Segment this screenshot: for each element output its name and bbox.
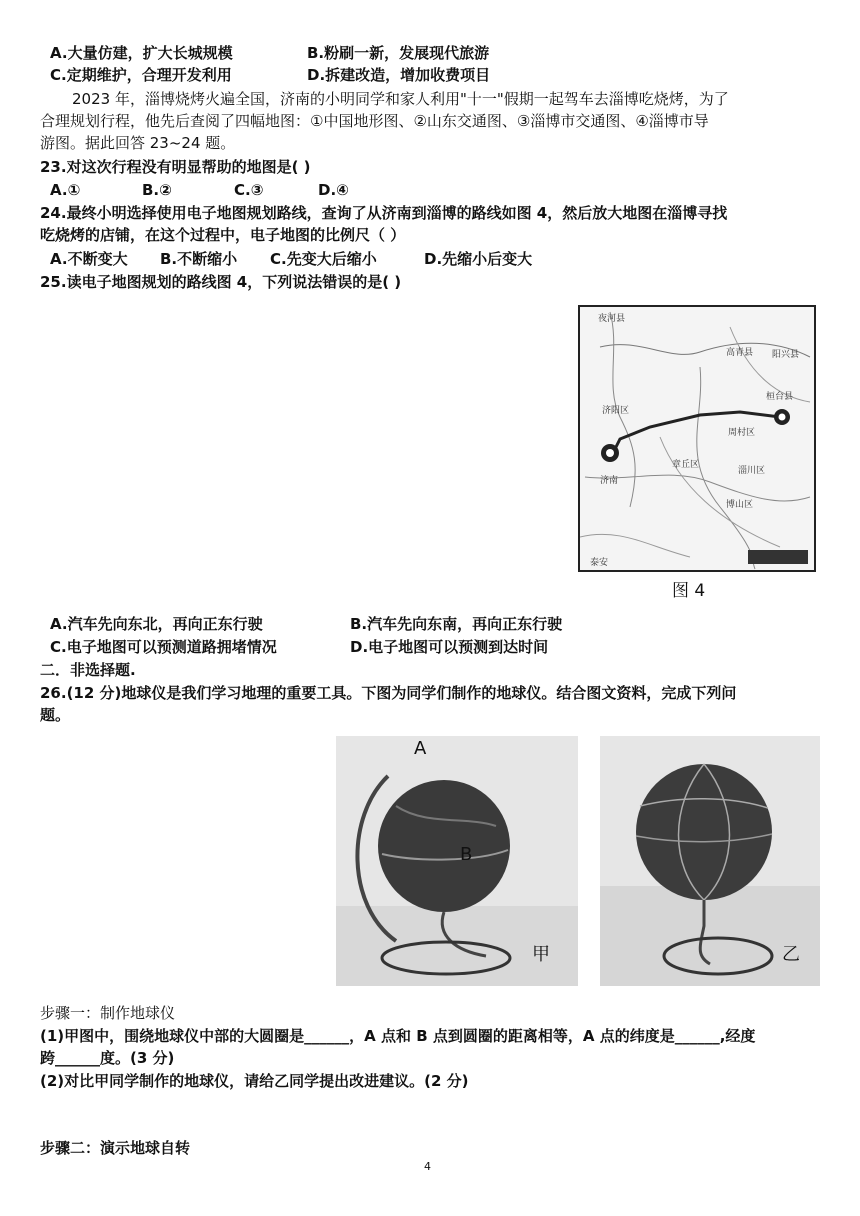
- map-label: 淄川区: [738, 466, 766, 476]
- q24-option-a: A.不断变大: [50, 250, 128, 268]
- map-label: 泰安: [590, 558, 609, 568]
- step-2-heading: 步骤二：演示地球自转: [40, 1139, 191, 1157]
- q22-option-c: C.定期维护，合理开发利用: [50, 66, 232, 84]
- q25-stem: 25.读电子地图规划的路线图 4，下列说法错误的是( ): [40, 273, 402, 291]
- intro-line-2: 合理规划行程，他先后查阅了四幅地图：①中国地形图、②山东交通图、③淄博市交通图、④淄博市导: [40, 112, 709, 130]
- q23-option-d: D.④: [318, 181, 349, 199]
- map-label: 高青县: [726, 348, 754, 358]
- map-label: 博山区: [726, 500, 754, 510]
- section-2-title: 二．非选择题.: [40, 661, 136, 679]
- photo-yi-label: 乙: [782, 944, 800, 965]
- q24-stem-line-2: 吃烧烤的店铺，在这个过程中，电子地图的比例尺（ ）: [40, 226, 406, 244]
- map-label: 夜河县: [598, 314, 626, 324]
- q25-option-c: C.电子地图可以预测道路拥堵情况: [50, 638, 277, 656]
- q22-option-b: B.粉刷一新，发展现代旅游: [307, 44, 490, 62]
- q24-option-b: B.不断缩小: [160, 250, 238, 268]
- q26-stem-line-1: 26.(12 分)地球仪是我们学习地理的重要工具。下图为同学们制作的地球仪。结合图文资料，完成下列问: [40, 684, 737, 702]
- q24-stem-line-1: 24.最终小明选择使用电子地图规划路线，查询了从济南到淄博的路线如图 4，然后放大地图在淄博寻找: [40, 204, 728, 222]
- route-map-figure: [578, 305, 816, 572]
- q26-sub2: (2)对比甲同学制作的地球仪，请给乙同学提出改进建议。(2 分): [40, 1072, 469, 1090]
- page-number: 4: [424, 1160, 431, 1173]
- photo-jia-label: 甲: [532, 944, 550, 965]
- globe-photo-yi: [600, 736, 820, 986]
- map-label: 济南: [600, 476, 619, 486]
- map-label: 周村区: [728, 428, 756, 438]
- q26-sub1-line-1: (1)甲图中，围绕地球仪中部的大圆圈是______，A 点和 B 点到圆圈的距离相等，A 点的纬度是______,经度: [40, 1027, 756, 1045]
- q25-option-a: A.汽车先向东北，再向正东行驶: [50, 615, 263, 633]
- point-b-label: B: [460, 844, 473, 865]
- q24-option-d: D.先缩小后变大: [424, 250, 533, 268]
- q25-option-d: D.电子地图可以预测到达时间: [350, 638, 549, 656]
- map-label: 阳兴县: [772, 350, 800, 360]
- map-scale-bar: [748, 550, 808, 564]
- q22-option-a: A.大量仿建，扩大长城规模: [50, 44, 233, 62]
- q23-option-a: A.①: [50, 181, 81, 199]
- intro-line-1: 2023 年，淄博烧烤火遍全国，济南的小明同学和家人利用"十一"假期一起驾车去淄博吃烧烤，为了: [72, 90, 729, 108]
- q26-sub1-line-2: 跨______度。(3 分): [40, 1049, 175, 1067]
- q24-option-c: C.先变大后缩小: [270, 250, 377, 268]
- q23-stem: 23.对这次行程没有明显帮助的地图是( ): [40, 158, 311, 176]
- q25-option-b: B.汽车先向东南，再向正东行驶: [350, 615, 563, 633]
- point-a-label: A: [414, 738, 427, 759]
- q22-option-d: D.拆建改造，增加收费项目: [307, 66, 491, 84]
- intro-line-3: 游图。据此回答 23~24 题。: [40, 134, 236, 152]
- q23-option-c: C.③: [234, 181, 264, 199]
- q23-option-b: B.②: [142, 181, 172, 199]
- map-label: 济阳区: [602, 406, 630, 416]
- globe-photo-jia: [336, 736, 578, 986]
- figure-4-caption: 图 4: [672, 581, 706, 601]
- map-label: 桓台县: [766, 392, 794, 402]
- q26-stem-line-2: 题。: [40, 706, 71, 724]
- step-1-heading: 步骤一：制作地球仪: [40, 1004, 176, 1022]
- map-label: 章丘区: [672, 460, 700, 470]
